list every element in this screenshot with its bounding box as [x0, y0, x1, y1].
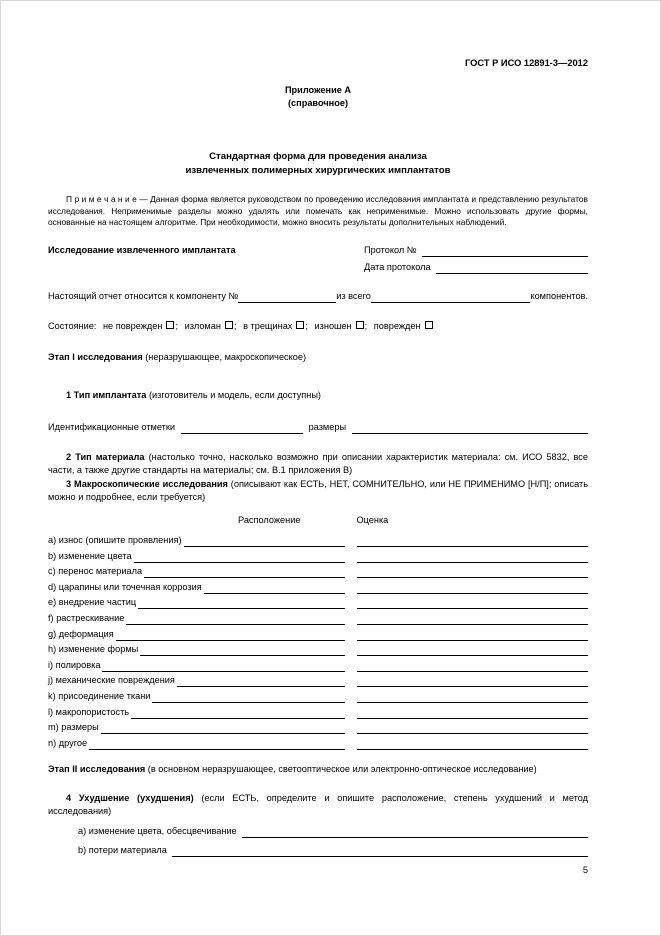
item-letter: h): [48, 644, 57, 655]
page-number: 5: [582, 864, 588, 875]
evaluation-fill-line: [357, 662, 588, 672]
macro-findings-list: [48, 532, 588, 750]
item-letter: g): [48, 628, 57, 639]
item-fill-line: [242, 828, 588, 838]
item-text: деформация: [58, 628, 114, 639]
evaluation-fill-line: [357, 693, 588, 703]
macro-item-label: [48, 674, 175, 687]
item-letter: b): [78, 844, 87, 855]
location-fill-line: [89, 740, 345, 750]
condition-checkbox: [225, 321, 233, 329]
protocol-date-fill-line: [436, 264, 588, 274]
macro-finding-row: [48, 532, 588, 548]
macro-item-label: [48, 565, 142, 578]
stage1-subtitle: (неразрушающее, макроскопическое): [142, 351, 307, 362]
item-letter: b): [48, 550, 57, 561]
location-fill-line: [144, 568, 345, 578]
component-number-fill-line: [238, 293, 336, 303]
item-letter: a): [48, 535, 57, 546]
location-fill-line: [184, 537, 345, 547]
item-text: присоединение ткани: [58, 691, 151, 702]
location-fill-line: [116, 631, 345, 641]
macro-item-label: [48, 534, 182, 547]
annex-heading: [48, 84, 588, 110]
component-total-fill-line: [371, 293, 531, 303]
macro-finding-row: [48, 547, 588, 563]
examination-header-row: [48, 244, 588, 278]
item-letter: k): [48, 691, 56, 702]
item-text: изменение формы: [58, 644, 139, 655]
location-column-header: Расположение: [238, 514, 301, 525]
item-letter: n): [48, 737, 57, 748]
form-title-line2: извлеченных полимерных хирургических имплантатов: [185, 165, 451, 176]
macro-item-label: [48, 581, 202, 594]
item-text: изменение цвета, обесцвечивание: [88, 825, 237, 836]
evaluation-fill-line: [357, 584, 588, 594]
macro-finding-row: [48, 578, 588, 594]
form-title: [48, 150, 588, 178]
section-1-title: 1 Тип имплантата: [66, 389, 147, 400]
item-fill-line: [172, 847, 588, 857]
condition-line: Состояние: не поврежден ; изломан ; в трещинах ; изношен ; поврежден: [48, 320, 588, 333]
location-fill-line: [204, 584, 345, 594]
item-text: изменение цвета: [58, 550, 132, 561]
macro-item-label: [48, 737, 87, 750]
evaluation-fill-line: [357, 553, 588, 563]
condition-checkbox: [425, 321, 433, 329]
condition-option: поврежден: [373, 320, 421, 331]
evaluation-fill-line: [357, 724, 588, 734]
item-text: износ (опишите проявления): [58, 535, 182, 546]
protocol-number-label: Протокол №: [364, 244, 417, 255]
deterioration-item-row: [48, 821, 588, 838]
location-fill-line: [126, 615, 345, 625]
section-1-subtitle: (изготовитель и модель, если доступны): [146, 389, 321, 400]
macro-item-label: [48, 721, 99, 734]
item-letter: i): [48, 659, 54, 670]
section-3-paragraph: [48, 478, 588, 505]
report-part1: Настоящий отчет относится к компоненту №: [48, 290, 239, 301]
macro-item-label: [48, 690, 150, 703]
note-paragraph: [48, 194, 588, 229]
item-letter: e): [48, 597, 57, 608]
item-text: потери материала: [88, 844, 167, 855]
identification-fill-line: [181, 424, 303, 434]
annex-title: Приложение А: [284, 85, 352, 95]
macro-item-label: [48, 596, 136, 609]
evaluation-fill-line: [357, 631, 588, 641]
macro-item-label: [48, 643, 138, 656]
location-fill-line: [152, 693, 345, 703]
sizes-label: размеры: [308, 421, 347, 432]
location-fill-line: [102, 662, 345, 672]
item-text: внедрение частиц: [58, 597, 137, 608]
item-letter: а): [78, 825, 87, 836]
macro-finding-row: [48, 594, 588, 610]
section-4-title: 4 Ухудшение (ухудшения): [66, 792, 194, 803]
protocol-number-line: [364, 244, 588, 257]
condition-option: изношен: [314, 320, 352, 331]
condition-checkbox: [166, 321, 174, 329]
stage2-heading: [48, 763, 588, 776]
annex-subtitle: (справочное): [287, 98, 348, 108]
macro-finding-row: [48, 687, 588, 703]
section-2-paragraph: [48, 451, 588, 478]
condition-option: не поврежден: [102, 320, 163, 331]
item-letter: c): [48, 566, 56, 577]
identification-line: [48, 421, 588, 434]
deterioration-item-row: [48, 840, 588, 857]
item-letter: d): [48, 581, 57, 592]
standard-number: ГОСТ Р ИСО 12891-3—2012: [465, 58, 588, 68]
condition-option: изломан: [184, 320, 221, 331]
macro-item-label: [48, 706, 129, 719]
evaluation-fill-line: [357, 709, 588, 719]
identification-label: Идентификационные отметки: [48, 421, 176, 432]
section-4-paragraph: [48, 792, 588, 819]
location-fill-line: [140, 646, 345, 656]
evaluation-fill-line: [357, 537, 588, 547]
macro-finding-row: [48, 625, 588, 641]
section-1-heading: [48, 389, 588, 402]
macro-item-label: [48, 628, 114, 641]
sizes-fill-line: [352, 424, 588, 434]
protocol-block: [364, 244, 588, 278]
evaluation-fill-line: [357, 677, 588, 687]
evaluation-fill-line: [357, 740, 588, 750]
item-letter: m): [48, 722, 59, 733]
condition-checkbox: [296, 321, 304, 329]
macro-finding-row: [48, 703, 588, 719]
section-3-title: 3 Макроскопические исследования: [66, 478, 228, 489]
item-text: механические повреждения: [55, 675, 175, 686]
item-letter: f): [48, 613, 54, 624]
item-letter: l): [48, 706, 54, 717]
protocol-date-label: Дата протокола: [364, 261, 431, 272]
macro-item-label: [48, 659, 100, 672]
macro-finding-row: [48, 609, 588, 625]
macro-item-label: [48, 550, 132, 563]
stage2-title: Этап II исследования: [48, 763, 146, 774]
item-text: другое: [58, 737, 88, 748]
evaluation-fill-line: [357, 615, 588, 625]
condition-label: Состояние:: [48, 320, 97, 331]
note-label: П р и м е ч а н и е —: [66, 194, 151, 204]
evaluation-fill-line: [357, 568, 588, 578]
macro-finding-row: [48, 641, 588, 657]
condition-option: в трещинах: [243, 320, 293, 331]
section-2-title: 2 Тип материала: [66, 451, 145, 462]
section-4-text: (если ЕСТЬ, определите и опишите расположение, степень ухудшений и метод исследования): [48, 792, 589, 817]
item-text: перенос материала: [58, 566, 143, 577]
location-fill-line: [138, 599, 345, 609]
section-2-text: (настолько точно, насколько возможно при описании характеристик материала: см. ИСО 5832, все части, а также другие стандарты на материалы; см. В.1 приложения В): [48, 451, 588, 475]
component-report-line: [48, 290, 588, 303]
report-part2: из всего: [336, 290, 371, 301]
location-fill-line: [101, 724, 345, 734]
evaluation-column-header: Оценка: [356, 514, 389, 525]
report-part3: компонентов.: [530, 290, 588, 301]
condition-checkbox: [356, 321, 364, 329]
item-letter: j): [48, 675, 54, 686]
deterioration-items-list: [48, 821, 588, 857]
item-text: царапины или точечная коррозия: [58, 581, 202, 592]
location-fill-line: [131, 709, 345, 719]
macro-finding-row: [48, 734, 588, 750]
item-text: размеры: [61, 722, 99, 733]
form-title-line1: Стандартная форма для проведения анализа: [209, 151, 427, 162]
evaluation-fill-line: [357, 599, 588, 609]
macro-finding-row: [48, 719, 588, 735]
macro-finding-row: [48, 656, 588, 672]
protocol-date-line: [364, 261, 588, 274]
macro-finding-row: [48, 672, 588, 688]
stage1-title: Этап I исследования: [48, 351, 143, 362]
location-fill-line: [177, 677, 345, 687]
location-fill-line: [134, 553, 345, 563]
macro-column-headers: [48, 514, 588, 527]
macro-finding-row: [48, 563, 588, 579]
item-text: полировка: [55, 659, 101, 670]
macro-item-label: [48, 612, 124, 625]
item-text: растрескивание: [56, 613, 125, 624]
section-3-text: (описывают как ЕСТЬ, НЕТ, СОМНИТЕЛЬНО, или НЕ ПРИМЕНИМО [Н/П]; описать можно и подробнее, если требуется): [48, 478, 588, 502]
evaluation-fill-line: [357, 646, 588, 656]
stage1-heading: [48, 351, 588, 364]
examination-heading: Исследование извлеченного имплантата: [48, 244, 236, 255]
protocol-number-fill-line: [422, 247, 588, 257]
item-text: макропористость: [55, 706, 130, 717]
stage2-subtitle: (в основном неразрушающее, светооптическое или электронно-оптическое исследование): [145, 763, 537, 774]
note-text: Данная форма является руководством по проведению исследования имплантата и представлению результатов исследования. Неприменимые разделы можно удалять или помечать как неприменимые. Можно использовать другие формы, основанные на настоящем алгоритме. При необходимости, можно вносить результаты дополнительных наблюдений.: [48, 194, 588, 227]
